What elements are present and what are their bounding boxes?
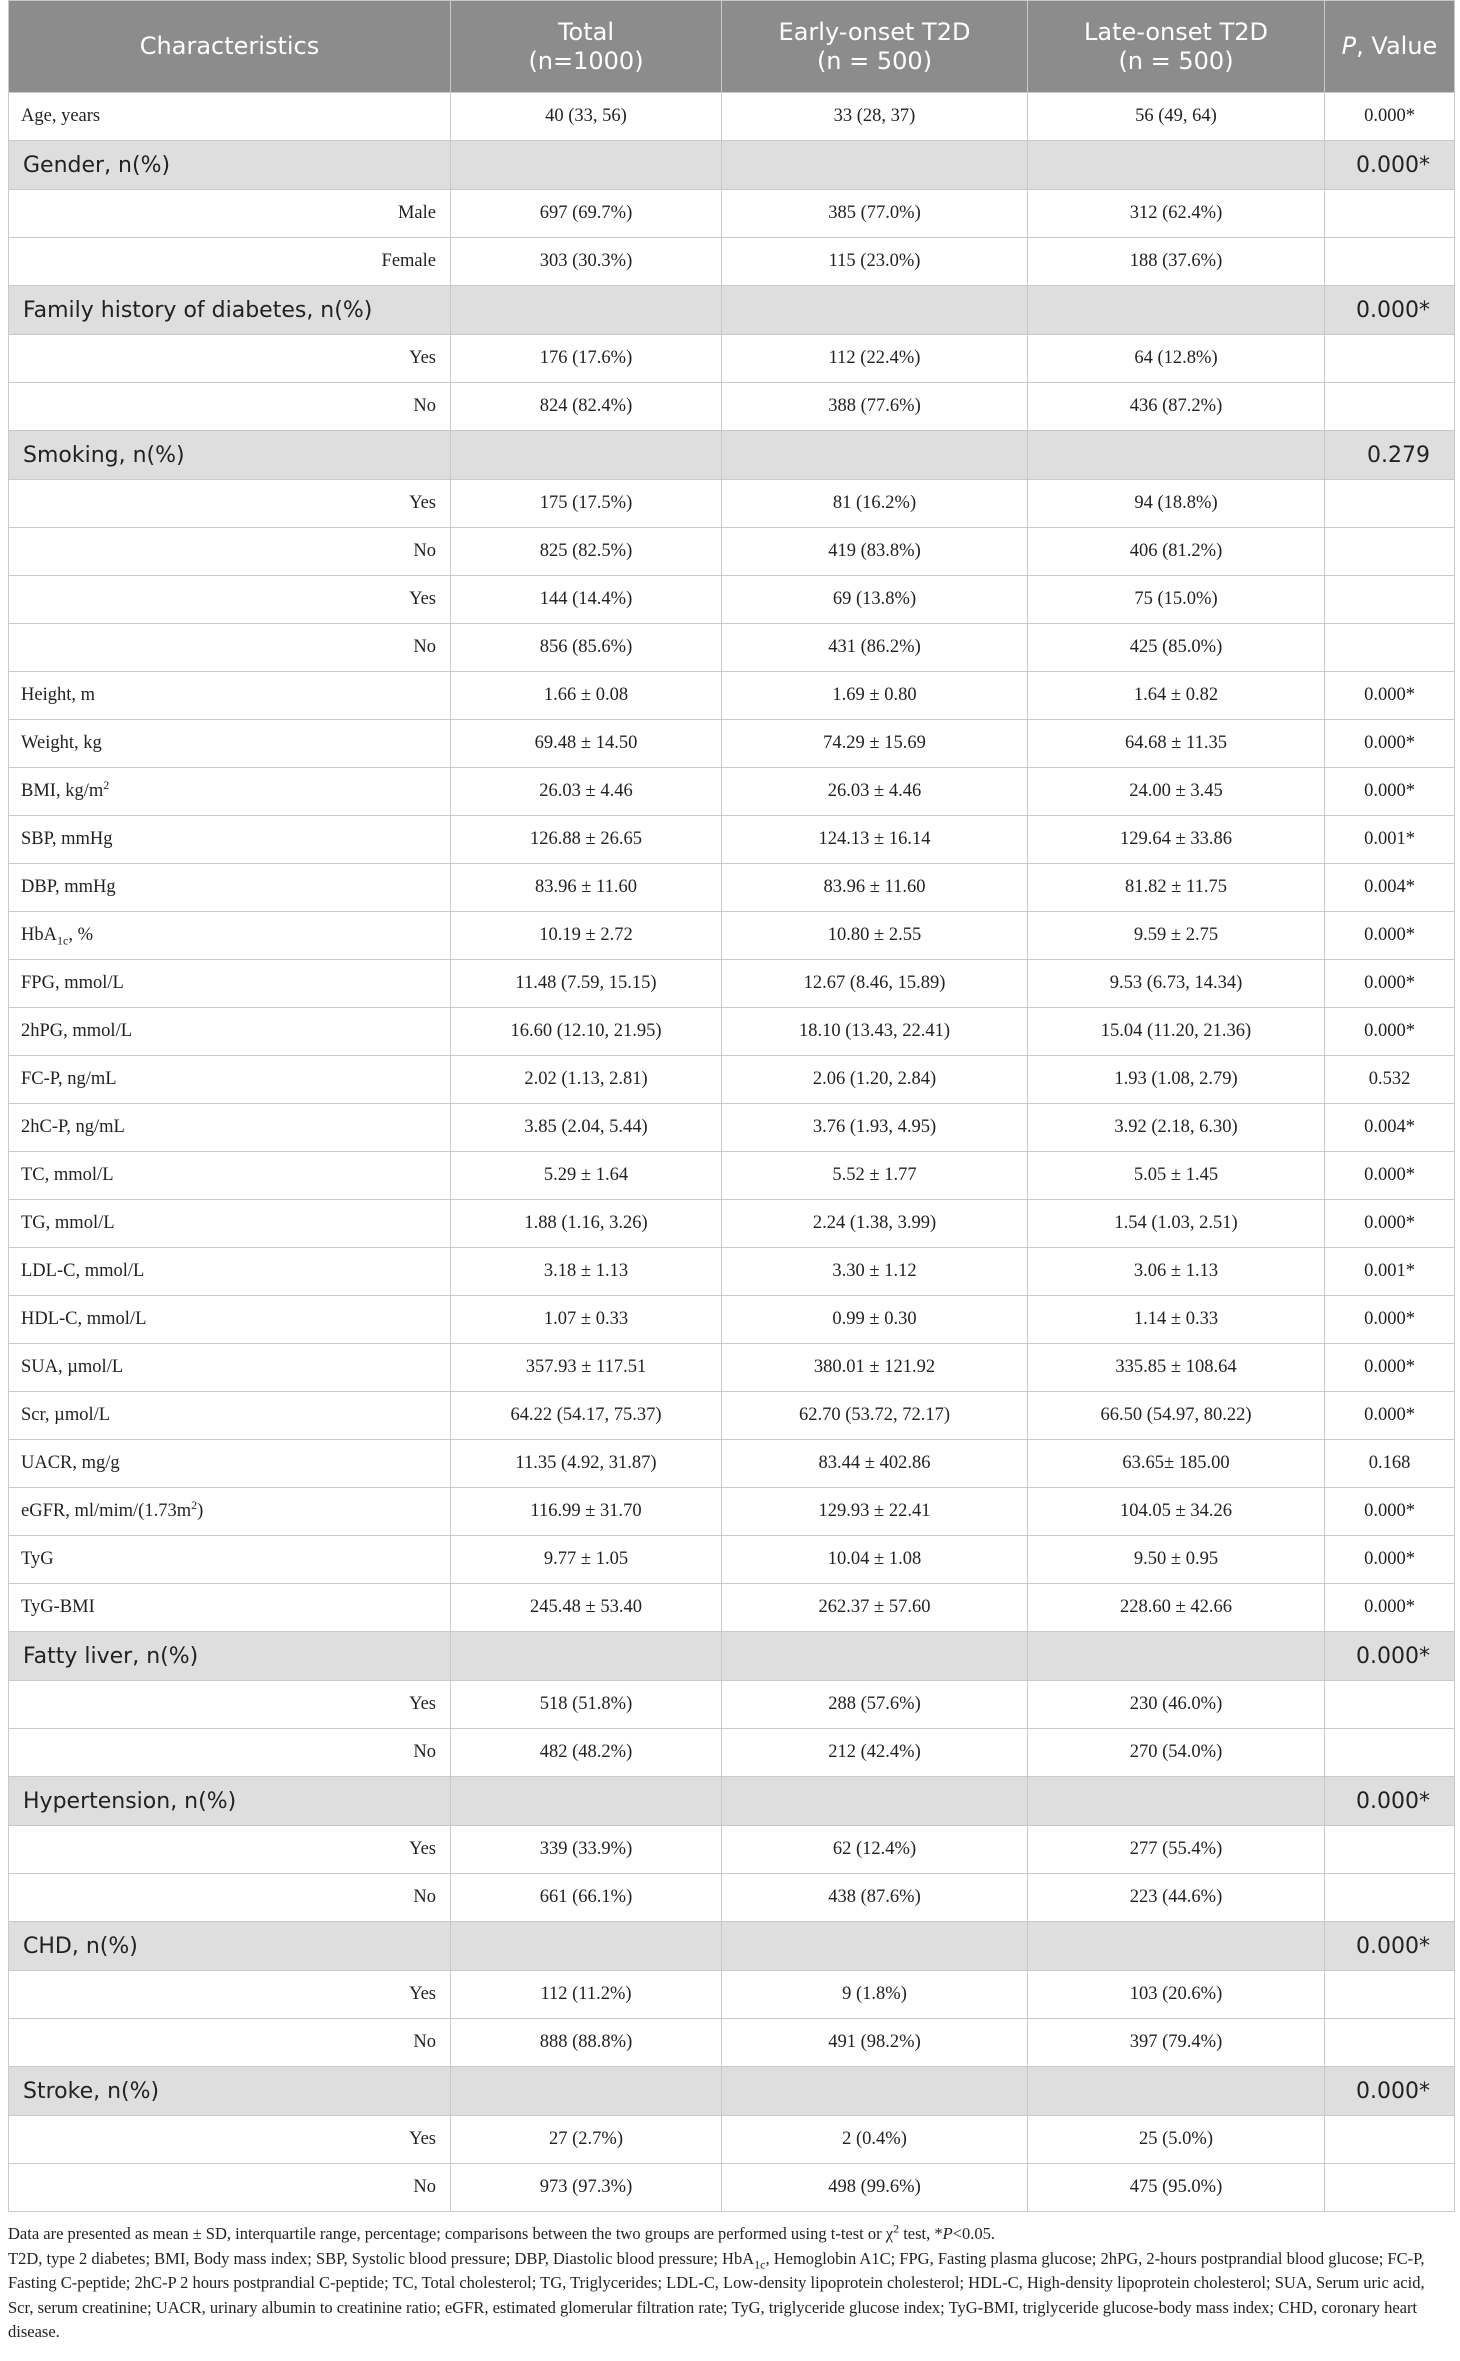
- cell-late: 94 (18.8%): [1028, 480, 1325, 528]
- section-row: [9, 141, 1455, 190]
- cell-early: 380.01 ± 121.92: [722, 1344, 1028, 1392]
- row-label: Yes: [9, 1826, 451, 1874]
- row-label: DBP, mmHg: [9, 864, 451, 912]
- table-row: [9, 190, 1455, 238]
- table-row: [9, 1392, 1455, 1440]
- cell-early: 212 (42.4%): [722, 1729, 1028, 1777]
- header-late-title: Late-onset T2D: [1084, 17, 1268, 46]
- table-row: [9, 1584, 1455, 1632]
- cell-p-value: 0.000*: [1325, 1632, 1455, 1681]
- cell-late: 1.14 ± 0.33: [1028, 1296, 1325, 1344]
- row-label: 2hC-P, ng/mL: [9, 1104, 451, 1152]
- table-row: [9, 1344, 1455, 1392]
- row-label: BMI, $kg/m^2$: [9, 768, 451, 816]
- table-row: [9, 1296, 1455, 1344]
- table-row: [9, 720, 1455, 768]
- table-row: [9, 1488, 1455, 1536]
- table-header: [9, 1, 1455, 93]
- row-label: FPG, mmol/L: [9, 960, 451, 1008]
- row-label: Family history of diabetes, n(%): [9, 286, 451, 335]
- table-row: [9, 528, 1455, 576]
- row-label: Yes: [9, 480, 451, 528]
- table-row: [9, 1536, 1455, 1584]
- cell-late: 3.92 (2.18, 6.30): [1028, 1104, 1325, 1152]
- row-label: Fatty liver, n(%): [9, 1632, 451, 1681]
- cell-early: 2.24 (1.38, 3.99): [722, 1200, 1028, 1248]
- cell-total: 175 (17.5%): [451, 480, 722, 528]
- cell-late: 63.65± 185.00: [1028, 1440, 1325, 1488]
- table-footnotes: [8, 2222, 1448, 2345]
- row-label: Gender, n(%): [9, 141, 451, 190]
- cell-p-value: 0.000*: [1325, 141, 1455, 190]
- cell-p-value: [1325, 238, 1455, 286]
- table-row: [9, 624, 1455, 672]
- cell-total: [451, 1922, 722, 1971]
- row-label: No: [9, 383, 451, 431]
- cell-p-value: [1325, 2019, 1455, 2067]
- cell-early: 112 (22.4%): [722, 335, 1028, 383]
- cell-late: 9.59 ± 2.75: [1028, 912, 1325, 960]
- cell-early: 69 (13.8%): [722, 576, 1028, 624]
- cell-p-value: 0.532: [1325, 1056, 1455, 1104]
- cell-early: [722, 141, 1028, 190]
- table-row: [9, 1971, 1455, 2019]
- cell-early: 0.99 ± 0.30: [722, 1296, 1028, 1344]
- table-row: [9, 1826, 1455, 1874]
- section-row: [9, 286, 1455, 335]
- row-label: TyG-BMI: [9, 1584, 451, 1632]
- table-row: [9, 864, 1455, 912]
- table-row: [9, 912, 1455, 960]
- row-label: Yes: [9, 1681, 451, 1729]
- cell-early: [722, 2067, 1028, 2116]
- cell-early: 10.04 ± 1.08: [722, 1536, 1028, 1584]
- header-late-n: (n = 500): [1118, 46, 1234, 75]
- cell-late: 230 (46.0%): [1028, 1681, 1325, 1729]
- cell-late: 335.85 ± 108.64: [1028, 1344, 1325, 1392]
- cell-late: 15.04 (11.20, 21.36): [1028, 1008, 1325, 1056]
- cell-total: 126.88 ± 26.65: [451, 816, 722, 864]
- cell-p-value: 0.000*: [1325, 1488, 1455, 1536]
- cell-total: 339 (33.9%): [451, 1826, 722, 1874]
- row-label: eGFR, $ml/mim/(1.73m^2)$: [9, 1488, 451, 1536]
- cell-total: 825 (82.5%): [451, 528, 722, 576]
- cell-late: 1.64 ± 0.82: [1028, 672, 1325, 720]
- footnote-abbreviations: T2D, type 2 diabetes; BMI, Body mass index; SBP, Systolic blood pressure; DBP, Diastolic blood pressure; HbA$_{1c}$, Hemoglobin A1C; FPG, Fasting plasma glucose; 2hPG, 2-hours postprandial blood glucose; FC-P, Fasting C-peptide; 2hC-P 2 hours postprandial C-peptide; TC, Total cholesterol; TG, Triglycerides; LDL-C, Low-density lipoprotein cholesterol; HDL-C, High-density lipoprotein cholesterol; SUA, Serum uric acid, Scr, serum creatinine; UACR, urinary albumin to creatinine ratio; eGFR, estimated glomerular filtration rate; TyG, triglyceride glucose index; TyG-BMI, triglyceride glucose-body mass index; CHD, coronary heart disease.: [8, 2248, 1425, 2341]
- cell-total: 64.22 (54.17, 75.37): [451, 1392, 722, 1440]
- cell-total: 1.88 (1.16, 3.26): [451, 1200, 722, 1248]
- cell-total: 518 (51.8%): [451, 1681, 722, 1729]
- table-row: [9, 960, 1455, 1008]
- header-total: [451, 1, 722, 93]
- cell-early: 74.29 ± 15.69: [722, 720, 1028, 768]
- cell-late: 406 (81.2%): [1028, 528, 1325, 576]
- cell-p-value: 0.000*: [1325, 1584, 1455, 1632]
- cell-early: 3.30 ± 1.12: [722, 1248, 1028, 1296]
- cell-total: [451, 286, 722, 335]
- cell-early: 26.03 ± 4.46: [722, 768, 1028, 816]
- section-row: [9, 1632, 1455, 1681]
- table-row: [9, 238, 1455, 286]
- characteristics-table: [8, 0, 1455, 2212]
- cell-late: 81.82 ± 11.75: [1028, 864, 1325, 912]
- cell-total: 1.66 ± 0.08: [451, 672, 722, 720]
- cell-p-value: [1325, 1971, 1455, 2019]
- cell-p-value: 0.000*: [1325, 912, 1455, 960]
- table-row: [9, 2116, 1455, 2164]
- row-label: SUA, µmol/L: [9, 1344, 451, 1392]
- cell-p-value: [1325, 480, 1455, 528]
- cell-p-value: 0.000*: [1325, 768, 1455, 816]
- cell-late: [1028, 431, 1325, 480]
- cell-p-value: 0.000*: [1325, 1536, 1455, 1584]
- row-label: Smoking, n(%): [9, 431, 451, 480]
- cell-total: 3.85 (2.04, 5.44): [451, 1104, 722, 1152]
- cell-early: 5.52 ± 1.77: [722, 1152, 1028, 1200]
- cell-p-value: 0.279: [1325, 431, 1455, 480]
- cell-early: 62 (12.4%): [722, 1826, 1028, 1874]
- cell-early: 419 (83.8%): [722, 528, 1028, 576]
- cell-total: [451, 141, 722, 190]
- cell-p-value: 0.000*: [1325, 960, 1455, 1008]
- cell-late: 1.54 (1.03, 2.51): [1028, 1200, 1325, 1248]
- cell-late: 9.50 ± 0.95: [1028, 1536, 1325, 1584]
- cell-total: 83.96 ± 11.60: [451, 864, 722, 912]
- row-label: LDL-C, mmol/L: [9, 1248, 451, 1296]
- cell-early: 83.96 ± 11.60: [722, 864, 1028, 912]
- table-row: [9, 1681, 1455, 1729]
- row-label: HbA$_{1c}$, %: [9, 912, 451, 960]
- row-label: Yes: [9, 335, 451, 383]
- row-label: No: [9, 1729, 451, 1777]
- cell-p-value: 0.000*: [1325, 1200, 1455, 1248]
- footnote-data-presentation: Data are presented as mean ± SD, interquartile range, percentage; comparisons between the two groups are performed using t-test or $\chi^2$ test, *P<0.05.: [8, 2221, 996, 2243]
- header-early-n: (n = 500): [816, 46, 933, 75]
- table-row: [9, 816, 1455, 864]
- cell-p-value: 0.000*: [1325, 1922, 1455, 1971]
- cell-early: 115 (23.0%): [722, 238, 1028, 286]
- cell-p-value: 0.000*: [1325, 672, 1455, 720]
- header-total-title: Total: [557, 17, 615, 46]
- cell-late: 103 (20.6%): [1028, 1971, 1325, 2019]
- cell-total: 245.48 ± 53.40: [451, 1584, 722, 1632]
- cell-early: 385 (77.0%): [722, 190, 1028, 238]
- cell-early: 33 (28, 37): [722, 93, 1028, 141]
- cell-early: 62.70 (53.72, 72.17): [722, 1392, 1028, 1440]
- cell-early: [722, 286, 1028, 335]
- cell-total: 973 (97.3%): [451, 2164, 722, 2212]
- header-early-onset: [722, 1, 1028, 93]
- cell-total: [451, 431, 722, 480]
- cell-late: 5.05 ± 1.45: [1028, 1152, 1325, 1200]
- cell-total: [451, 1632, 722, 1681]
- cell-total: 888 (88.8%): [451, 2019, 722, 2067]
- row-label: Age, years: [9, 93, 451, 141]
- row-label: No: [9, 624, 451, 672]
- cell-p-value: [1325, 335, 1455, 383]
- cell-total: 26.03 ± 4.46: [451, 768, 722, 816]
- table-row: [9, 1440, 1455, 1488]
- cell-p-value: 0.000*: [1325, 2067, 1455, 2116]
- row-label: Scr, µmol/L: [9, 1392, 451, 1440]
- cell-early: 1.69 ± 0.80: [722, 672, 1028, 720]
- cell-late: 436 (87.2%): [1028, 383, 1325, 431]
- cell-late: 64 (12.8%): [1028, 335, 1325, 383]
- cell-total: [451, 2067, 722, 2116]
- cell-total: 176 (17.6%): [451, 335, 722, 383]
- row-label: No: [9, 528, 451, 576]
- cell-p-value: 0.000*: [1325, 1392, 1455, 1440]
- cell-p-value: 0.000*: [1325, 1296, 1455, 1344]
- cell-early: 81 (16.2%): [722, 480, 1028, 528]
- header-early-title: Early-onset T2D: [778, 17, 971, 46]
- table-row: [9, 383, 1455, 431]
- row-label: Stroke, n(%): [9, 2067, 451, 2116]
- cell-late: 3.06 ± 1.13: [1028, 1248, 1325, 1296]
- cell-total: 661 (66.1%): [451, 1874, 722, 1922]
- cell-total: 16.60 (12.10, 21.95): [451, 1008, 722, 1056]
- row-label: TG, mmol/L: [9, 1200, 451, 1248]
- cell-total: 357.93 ± 117.51: [451, 1344, 722, 1392]
- cell-early: 18.10 (13.43, 22.41): [722, 1008, 1028, 1056]
- cell-late: [1028, 2067, 1325, 2116]
- cell-total: 27 (2.7%): [451, 2116, 722, 2164]
- cell-total: 112 (11.2%): [451, 1971, 722, 2019]
- row-label: Yes: [9, 576, 451, 624]
- cell-early: 388 (77.6%): [722, 383, 1028, 431]
- table-row: [9, 480, 1455, 528]
- cell-early: 83.44 ± 402.86: [722, 1440, 1028, 1488]
- cell-total: 2.02 (1.13, 2.81): [451, 1056, 722, 1104]
- cell-total: 824 (82.4%): [451, 383, 722, 431]
- table-row: [9, 1200, 1455, 1248]
- cell-p-value: [1325, 2164, 1455, 2212]
- table-row: [9, 768, 1455, 816]
- row-label: Height, m: [9, 672, 451, 720]
- cell-p-value: 0.004*: [1325, 864, 1455, 912]
- cell-total: 69.48 ± 14.50: [451, 720, 722, 768]
- cell-p-value: [1325, 528, 1455, 576]
- cell-p-value: [1325, 1681, 1455, 1729]
- cell-total: [451, 1777, 722, 1826]
- cell-late: 9.53 (6.73, 14.34): [1028, 960, 1325, 1008]
- table-row: [9, 1729, 1455, 1777]
- cell-total: 11.35 (4.92, 31.87): [451, 1440, 722, 1488]
- cell-late: [1028, 1777, 1325, 1826]
- cell-p-value: [1325, 576, 1455, 624]
- row-label: Yes: [9, 2116, 451, 2164]
- row-label: FC-P, ng/mL: [9, 1056, 451, 1104]
- table-row: [9, 335, 1455, 383]
- section-row: [9, 1922, 1455, 1971]
- cell-late: 75 (15.0%): [1028, 576, 1325, 624]
- cell-late: [1028, 1632, 1325, 1681]
- cell-early: 12.67 (8.46, 15.89): [722, 960, 1028, 1008]
- cell-late: 64.68 ± 11.35: [1028, 720, 1325, 768]
- cell-late: 397 (79.4%): [1028, 2019, 1325, 2067]
- row-label: TyG: [9, 1536, 451, 1584]
- row-label: Hypertension, n(%): [9, 1777, 451, 1826]
- table-row: [9, 93, 1455, 141]
- cell-late: 56 (49, 64): [1028, 93, 1325, 141]
- characteristics-table-container: [8, 0, 1454, 2212]
- cell-p-value: [1325, 624, 1455, 672]
- cell-early: [722, 1632, 1028, 1681]
- cell-late: [1028, 286, 1325, 335]
- row-label: Male: [9, 190, 451, 238]
- cell-total: 40 (33, 56): [451, 93, 722, 141]
- cell-total: 3.18 ± 1.13: [451, 1248, 722, 1296]
- cell-p-value: [1325, 1874, 1455, 1922]
- header-total-n: (n=1000): [528, 46, 644, 75]
- row-label: TC, mmol/L: [9, 1152, 451, 1200]
- row-label: SBP, mmHg: [9, 816, 451, 864]
- row-label: 2hPG, mmol/L: [9, 1008, 451, 1056]
- cell-p-value: 0.000*: [1325, 1777, 1455, 1826]
- cell-late: 475 (95.0%): [1028, 2164, 1325, 2212]
- cell-total: 856 (85.6%): [451, 624, 722, 672]
- table-row: [9, 1248, 1455, 1296]
- cell-late: 1.93 (1.08, 2.79): [1028, 1056, 1325, 1104]
- cell-total: 5.29 ± 1.64: [451, 1152, 722, 1200]
- cell-late: 24.00 ± 3.45: [1028, 768, 1325, 816]
- cell-total: 697 (69.7%): [451, 190, 722, 238]
- section-row: [9, 1777, 1455, 1826]
- row-label: Female: [9, 238, 451, 286]
- cell-early: 431 (86.2%): [722, 624, 1028, 672]
- section-row: [9, 2067, 1455, 2116]
- cell-total: 303 (30.3%): [451, 238, 722, 286]
- cell-late: 277 (55.4%): [1028, 1826, 1325, 1874]
- cell-late: 66.50 (54.97, 80.22): [1028, 1392, 1325, 1440]
- cell-early: 262.37 ± 57.60: [722, 1584, 1028, 1632]
- cell-p-value: 0.000*: [1325, 286, 1455, 335]
- row-label: Yes: [9, 1971, 451, 2019]
- header-late-onset: [1028, 1, 1325, 93]
- cell-p-value: [1325, 1729, 1455, 1777]
- cell-total: 116.99 ± 31.70: [451, 1488, 722, 1536]
- cell-p-value: 0.000*: [1325, 720, 1455, 768]
- row-label: Weight, kg: [9, 720, 451, 768]
- cell-late: 129.64 ± 33.86: [1028, 816, 1325, 864]
- row-label: No: [9, 1874, 451, 1922]
- cell-late: 228.60 ± 42.66: [1028, 1584, 1325, 1632]
- cell-total: 144 (14.4%): [451, 576, 722, 624]
- cell-p-value: 0.004*: [1325, 1104, 1455, 1152]
- cell-p-value: 0.000*: [1325, 1344, 1455, 1392]
- cell-early: 498 (99.6%): [722, 2164, 1028, 2212]
- cell-p-value: [1325, 190, 1455, 238]
- table-body: [9, 93, 1455, 2212]
- header-p-value: P, Value: [1325, 1, 1455, 93]
- cell-late: [1028, 1922, 1325, 1971]
- header-characteristics: Characteristics: [9, 1, 451, 93]
- cell-total: 1.07 ± 0.33: [451, 1296, 722, 1344]
- table-row: [9, 672, 1455, 720]
- cell-total: 11.48 (7.59, 15.15): [451, 960, 722, 1008]
- cell-late: 223 (44.6%): [1028, 1874, 1325, 1922]
- cell-late: 425 (85.0%): [1028, 624, 1325, 672]
- cell-early: 9 (1.8%): [722, 1971, 1028, 2019]
- cell-early: 10.80 ± 2.55: [722, 912, 1028, 960]
- row-label: No: [9, 2164, 451, 2212]
- cell-p-value: [1325, 2116, 1455, 2164]
- cell-p-value: 0.168: [1325, 1440, 1455, 1488]
- cell-early: 2.06 (1.20, 2.84): [722, 1056, 1028, 1104]
- cell-late: 188 (37.6%): [1028, 238, 1325, 286]
- cell-early: 438 (87.6%): [722, 1874, 1028, 1922]
- cell-early: 3.76 (1.93, 4.95): [722, 1104, 1028, 1152]
- section-row: [9, 431, 1455, 480]
- cell-p-value: [1325, 1826, 1455, 1874]
- cell-late: 312 (62.4%): [1028, 190, 1325, 238]
- cell-early: [722, 431, 1028, 480]
- row-label: CHD, n(%): [9, 1922, 451, 1971]
- cell-late: 104.05 ± 34.26: [1028, 1488, 1325, 1536]
- cell-p-value: 0.000*: [1325, 1152, 1455, 1200]
- cell-early: [722, 1922, 1028, 1971]
- cell-late: 270 (54.0%): [1028, 1729, 1325, 1777]
- table-row: [9, 1056, 1455, 1104]
- table-row: [9, 1152, 1455, 1200]
- cell-p-value: 0.001*: [1325, 1248, 1455, 1296]
- cell-early: 288 (57.6%): [722, 1681, 1028, 1729]
- row-label: UACR, mg/g: [9, 1440, 451, 1488]
- cell-early: 124.13 ± 16.14: [722, 816, 1028, 864]
- cell-p-value: 0.000*: [1325, 1008, 1455, 1056]
- cell-early: 2 (0.4%): [722, 2116, 1028, 2164]
- cell-total: 482 (48.2%): [451, 1729, 722, 1777]
- cell-p-value: 0.001*: [1325, 816, 1455, 864]
- table-row: [9, 1008, 1455, 1056]
- cell-late: 25 (5.0%): [1028, 2116, 1325, 2164]
- cell-early: 129.93 ± 22.41: [722, 1488, 1028, 1536]
- cell-p-value: [1325, 383, 1455, 431]
- cell-late: [1028, 141, 1325, 190]
- table-row: [9, 2164, 1455, 2212]
- table-row: [9, 1104, 1455, 1152]
- table-row: [9, 2019, 1455, 2067]
- table-row: [9, 1874, 1455, 1922]
- cell-total: 9.77 ± 1.05: [451, 1536, 722, 1584]
- table-row: [9, 576, 1455, 624]
- cell-total: 10.19 ± 2.72: [451, 912, 722, 960]
- cell-p-value: 0.000*: [1325, 93, 1455, 141]
- row-label: No: [9, 2019, 451, 2067]
- cell-early: 491 (98.2%): [722, 2019, 1028, 2067]
- cell-early: [722, 1777, 1028, 1826]
- row-label: HDL-C, mmol/L: [9, 1296, 451, 1344]
